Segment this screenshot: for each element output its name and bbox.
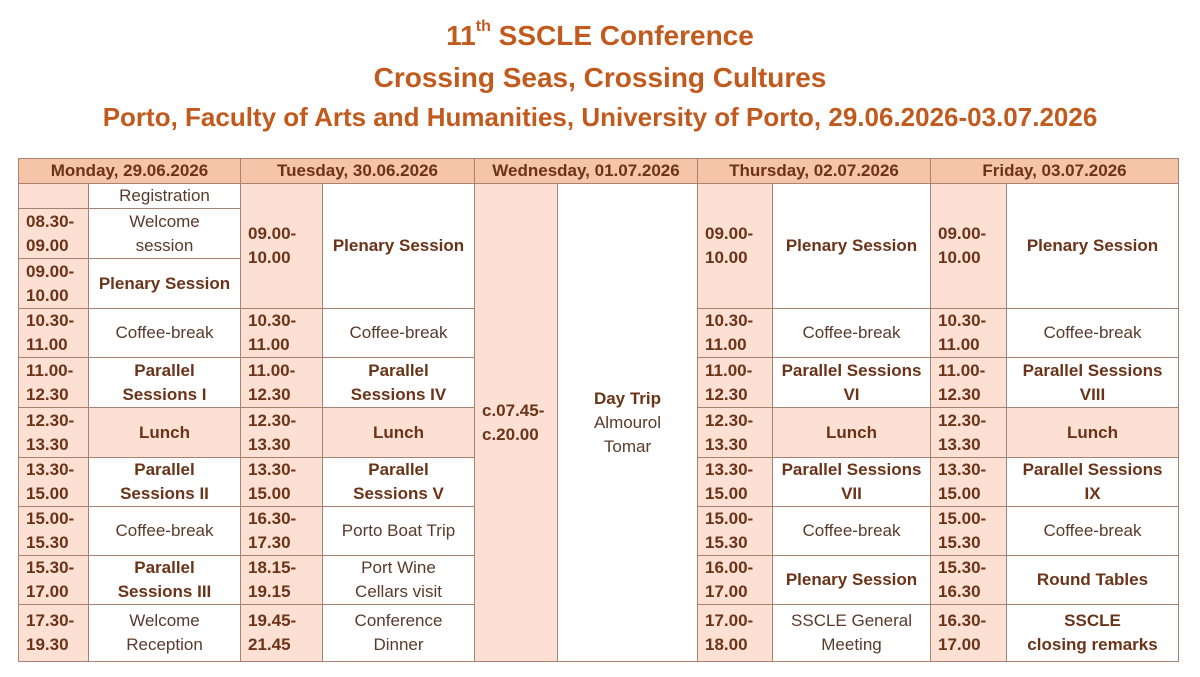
friday-event-cell: Round Tables xyxy=(1007,556,1179,605)
tuesday-event-cell: Parallel Sessions IV xyxy=(323,358,475,408)
thursday-time-cell: 17.00- 18.00 xyxy=(698,605,773,662)
tuesday-event-cell: Porto Boat Trip xyxy=(323,507,475,556)
conference-subtitle: Crossing Seas, Crossing Cultures xyxy=(373,62,827,93)
day-header-row xyxy=(19,159,1179,184)
thursday-event-cell: Parallel Sessions VII xyxy=(773,458,931,507)
tuesday-time-cell: 16.30- 17.30 xyxy=(241,507,323,556)
tuesday-event-cell: Parallel Sessions V xyxy=(323,458,475,507)
thursday-event-cell: Plenary Session xyxy=(773,556,931,605)
thursday-time-cell: 10.30- 11.00 xyxy=(698,309,773,358)
monday-event-cell: Parallel Sessions I xyxy=(89,358,241,408)
friday-time-cell: 12.30- 13.30 xyxy=(931,408,1007,458)
monday-time-cell xyxy=(19,184,89,209)
tuesday-event-cell: Port Wine Cellars visit xyxy=(323,556,475,605)
tuesday-event-cell: Coffee-break xyxy=(323,309,475,358)
friday-event-cell: SSCLE closing remarks xyxy=(1007,605,1179,662)
monday-event-cell: Welcome Reception xyxy=(89,605,241,662)
friday-time-cell: 15.00- 15.30 xyxy=(931,507,1007,556)
thursday-event-cell: Plenary Session xyxy=(773,184,931,309)
monday-time-cell: 10.30- 11.00 xyxy=(19,309,89,358)
tuesday-event-cell: Conference Dinner xyxy=(323,605,475,662)
title-text: SSCLE Conference xyxy=(490,20,754,51)
monday-time-cell: 15.00- 15.30 xyxy=(19,507,89,556)
thursday-event-cell: Lunch xyxy=(773,408,931,458)
thursday-event-cell: Coffee-break xyxy=(773,309,931,358)
friday-event-cell: Coffee-break xyxy=(1007,507,1179,556)
monday-time-cell: 17.30- 19.30 xyxy=(19,605,89,662)
monday-time-cell: 11.00- 12.30 xyxy=(19,358,89,408)
tuesday-time-cell: 19.45- 21.45 xyxy=(241,605,323,662)
tuesday-event-cell: Lunch xyxy=(323,408,475,458)
day-header-friday: Friday, 03.07.2026 xyxy=(931,159,1179,184)
tuesday-time-cell: 12.30- 13.30 xyxy=(241,408,323,458)
monday-event-cell: Registration xyxy=(89,184,241,209)
monday-time-cell: 12.30- 13.30 xyxy=(19,408,89,458)
monday-event-cell: Lunch xyxy=(89,408,241,458)
friday-time-cell: 11.00- 12.30 xyxy=(931,358,1007,408)
wednesday-event-cell: Day Trip Almourol Tomar xyxy=(558,184,698,662)
tuesday-event-cell: Plenary Session xyxy=(323,184,475,309)
thursday-time-cell: 13.30- 15.00 xyxy=(698,458,773,507)
conference-title xyxy=(0,20,1200,52)
tuesday-time-cell: 18.15- 19.15 xyxy=(241,556,323,605)
thursday-time-cell: 12.30- 13.30 xyxy=(698,408,773,458)
thursday-event-cell: Coffee-break xyxy=(773,507,931,556)
thursday-time-cell: 11.00- 12.30 xyxy=(698,358,773,408)
schedule-table xyxy=(18,158,1179,662)
day-header-wednesday: Wednesday, 01.07.2026 xyxy=(475,159,698,184)
tuesday-time-cell: 10.30- 11.00 xyxy=(241,309,323,358)
thursday-event-cell: SSCLE General Meeting xyxy=(773,605,931,662)
friday-time-cell: 10.30- 11.00 xyxy=(931,309,1007,358)
friday-time-cell: 13.30- 15.00 xyxy=(931,458,1007,507)
title-number: 11 xyxy=(446,20,476,51)
monday-time-cell: 09.00- 10.00 xyxy=(19,259,89,309)
friday-event-cell: Coffee-break xyxy=(1007,309,1179,358)
monday-time-cell: 15.30- 17.00 xyxy=(19,556,89,605)
thursday-time-cell: 15.00- 15.30 xyxy=(698,507,773,556)
monday-event-cell: Welcome session xyxy=(89,209,241,259)
conference-venue: Porto, Faculty of Arts and Humanities, University of Porto, 29.06.2026-03.07.2026 xyxy=(102,102,1098,132)
day-header-monday: Monday, 29.06.2026 xyxy=(19,159,241,184)
thursday-time-cell: 09.00- 10.00 xyxy=(698,184,773,309)
friday-event-cell: Parallel Sessions VIII xyxy=(1007,358,1179,408)
tuesday-time-cell: 09.00- 10.00 xyxy=(241,184,323,309)
thursday-time-cell: 16.00- 17.00 xyxy=(698,556,773,605)
day-header-thursday: Thursday, 02.07.2026 xyxy=(698,159,931,184)
monday-event-cell: Coffee-break xyxy=(89,507,241,556)
monday-event-cell: Parallel Sessions III xyxy=(89,556,241,605)
friday-time-cell: 09.00- 10.00 xyxy=(931,184,1007,309)
friday-time-cell: 16.30- 17.00 xyxy=(931,605,1007,662)
monday-event-cell: Parallel Sessions II xyxy=(89,458,241,507)
friday-event-cell: Plenary Session xyxy=(1007,184,1179,309)
thursday-event-cell: Parallel Sessions VI xyxy=(773,358,931,408)
day-header-tuesday: Tuesday, 30.06.2026 xyxy=(241,159,475,184)
title-ordinal: th xyxy=(475,18,491,35)
wednesday-time-cell: c.07.45- c.20.00 xyxy=(475,184,558,662)
monday-event-cell: Plenary Session xyxy=(89,259,241,309)
monday-time-cell: 08.30- 09.00 xyxy=(19,209,89,259)
friday-time-cell: 15.30- 16.30 xyxy=(931,556,1007,605)
tuesday-time-cell: 13.30- 15.00 xyxy=(241,458,323,507)
day-trip-title: Day Trip xyxy=(593,388,662,408)
monday-time-cell: 13.30- 15.00 xyxy=(19,458,89,507)
monday-event-cell: Coffee-break xyxy=(89,309,241,358)
friday-event-cell: Parallel Sessions IX xyxy=(1007,458,1179,507)
tuesday-time-cell: 11.00- 12.30 xyxy=(241,358,323,408)
friday-event-cell: Lunch xyxy=(1007,408,1179,458)
schedule-row xyxy=(19,184,1179,209)
